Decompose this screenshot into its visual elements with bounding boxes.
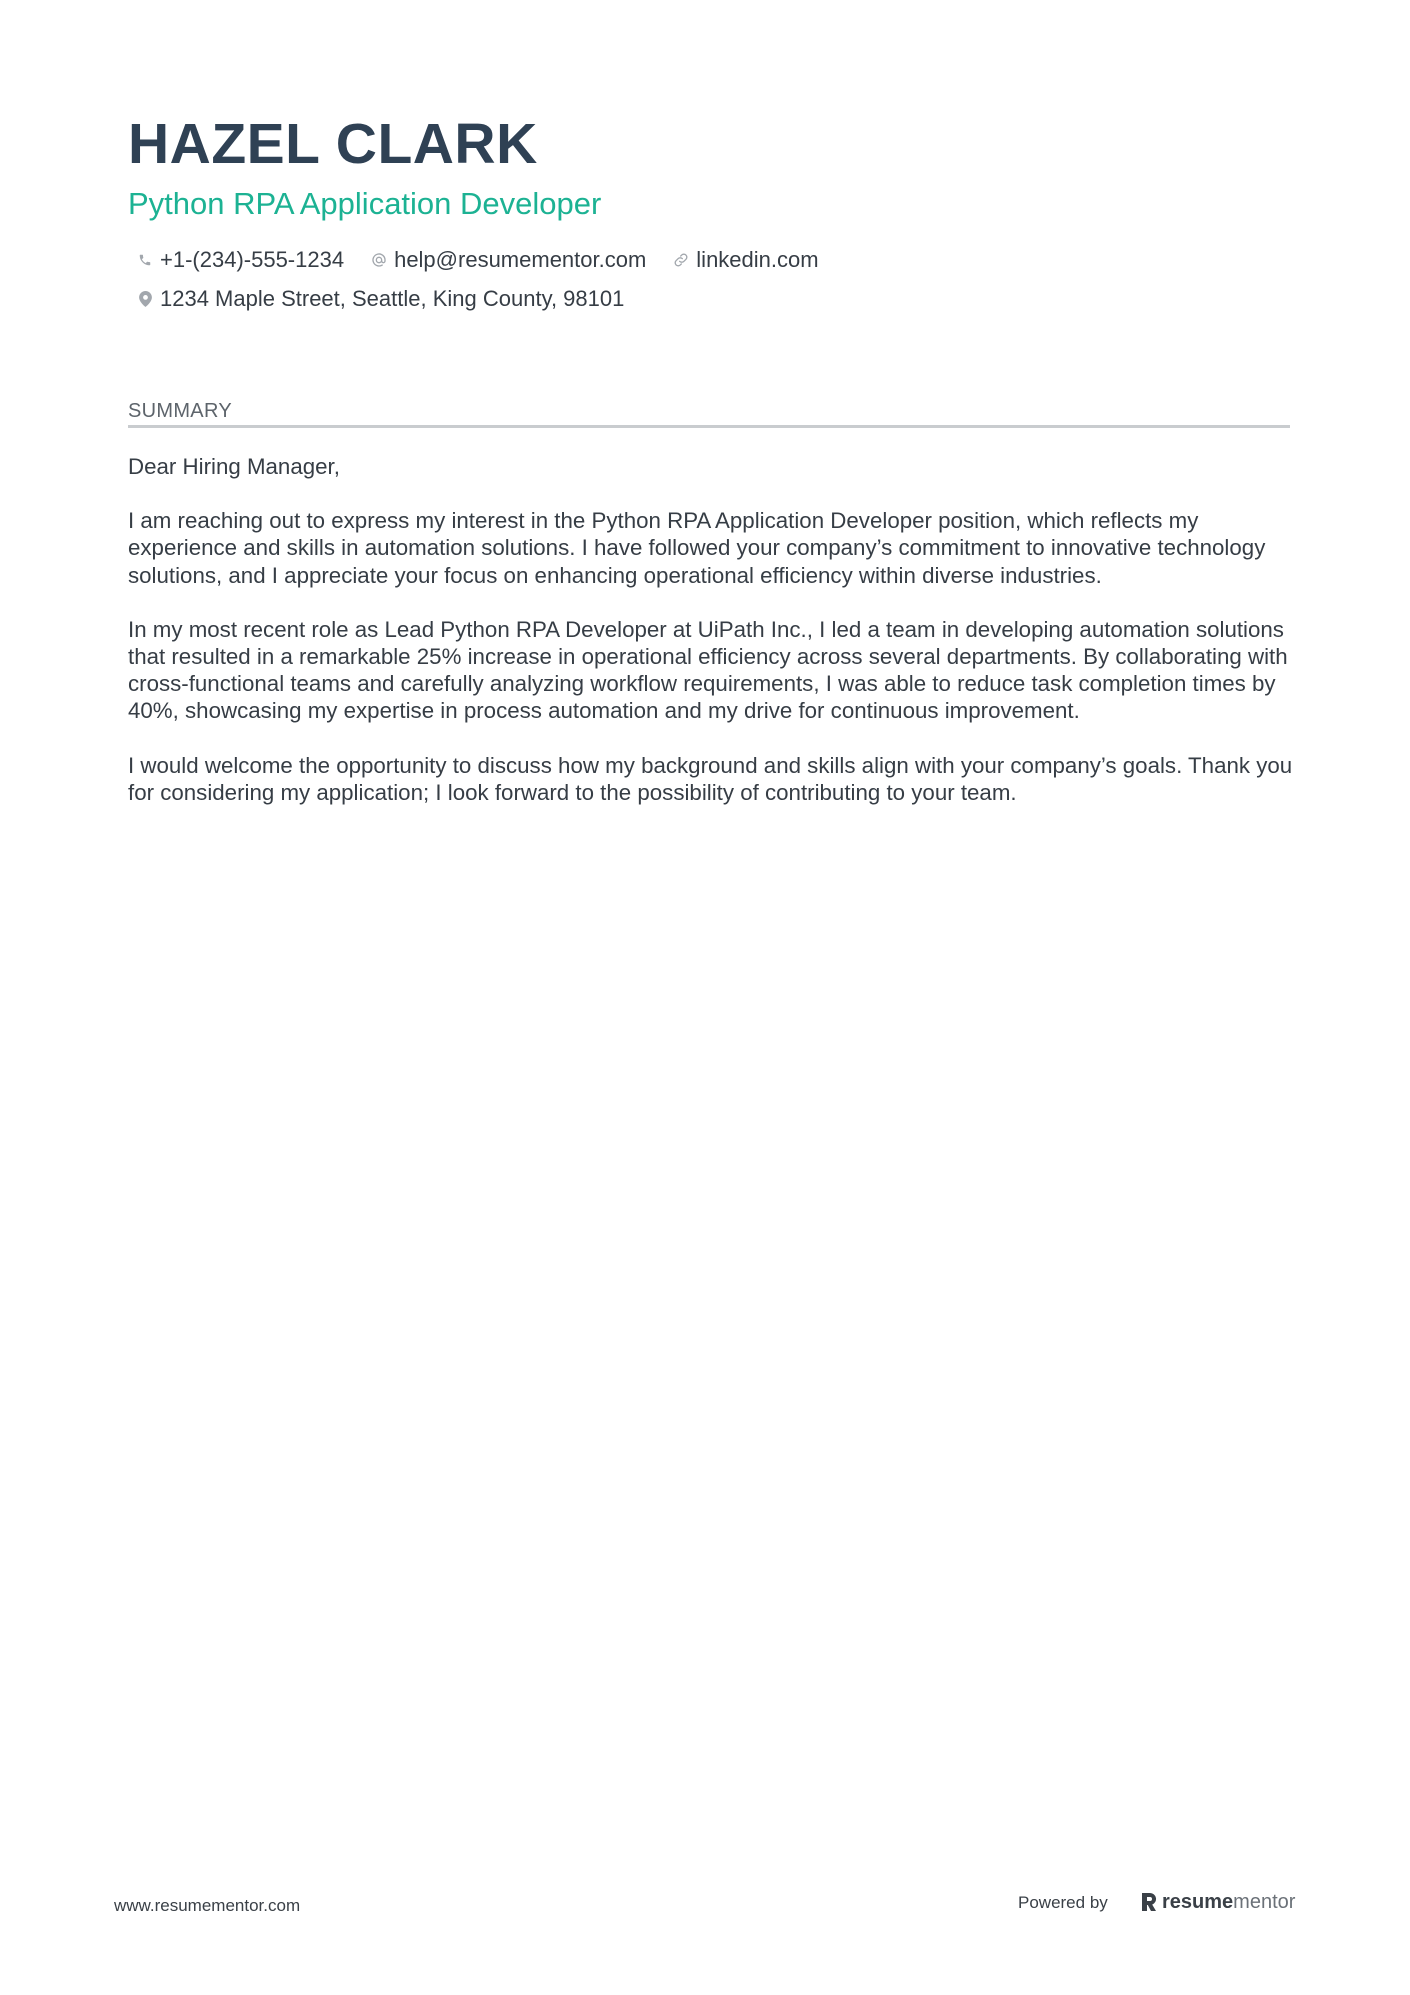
at-icon <box>370 251 388 269</box>
letter-body <box>128 453 1303 833</box>
section-divider <box>128 425 1290 428</box>
candidate-name: HAZEL CLARK <box>128 112 538 176</box>
linkedin-link[interactable]: linkedin.com <box>696 247 819 272</box>
powered-by-label: Powered by <box>1018 1893 1108 1912</box>
letter-paragraph: I would welcome the opportunity to discuss how my background and skills align with your company’s goals. Thank you for considering my application; I look forward to the possibility of contributing to your team. <box>128 752 1293 805</box>
email-link[interactable]: help@resumementor.com <box>394 247 647 272</box>
contact-email[interactable] <box>370 245 646 275</box>
letter-paragraph: I am reaching out to express my interest in the Python RPA Application Developer position, which reflects my experience and skills in automation solutions. I have followed your company’s commitment to innovative technology solutions, and I appreciate your focus on enhancing operational efficiency within diverse industries. <box>128 508 1266 588</box>
brand-logo-link[interactable] <box>1140 1889 1295 1915</box>
contact-phone <box>136 245 344 275</box>
job-title: Python RPA Application Developer <box>128 186 602 221</box>
contact-row-primary <box>136 245 845 275</box>
phone-icon <box>136 251 154 269</box>
letter-paragraph: In my most recent role as Lead Python RPA Developer at UiPath Inc., I led a team in developing automation solutions that resulted in a remarkable 25% increase in operational efficiency across several departments. By collaborating with cross-functional teams and carefully analyzing workflow requirements, I was able to reduce task completion times by 40%, showcasing my expertise in process automation and my drive for continuous improvement. <box>128 616 1288 724</box>
contact-row-address <box>136 284 650 314</box>
brand-name-light: mentor <box>1233 1891 1296 1913</box>
letter-greeting: Dear Hiring Manager, <box>128 454 340 479</box>
location-pin-icon <box>136 290 154 308</box>
footer-website-link[interactable]: www.resumementor.com <box>114 1896 301 1915</box>
resumementor-logo-icon <box>1140 1891 1158 1913</box>
phone-text: +1-(234)-555-1234 <box>160 247 345 272</box>
contact-address <box>136 284 624 314</box>
contact-linkedin[interactable] <box>672 245 818 275</box>
brand-name-bold: resume <box>1162 1891 1234 1913</box>
address-text: 1234 Maple Street, Seattle, King County, 98101 <box>160 286 625 311</box>
link-icon <box>672 251 690 269</box>
summary-heading: SUMMARY <box>128 400 232 422</box>
